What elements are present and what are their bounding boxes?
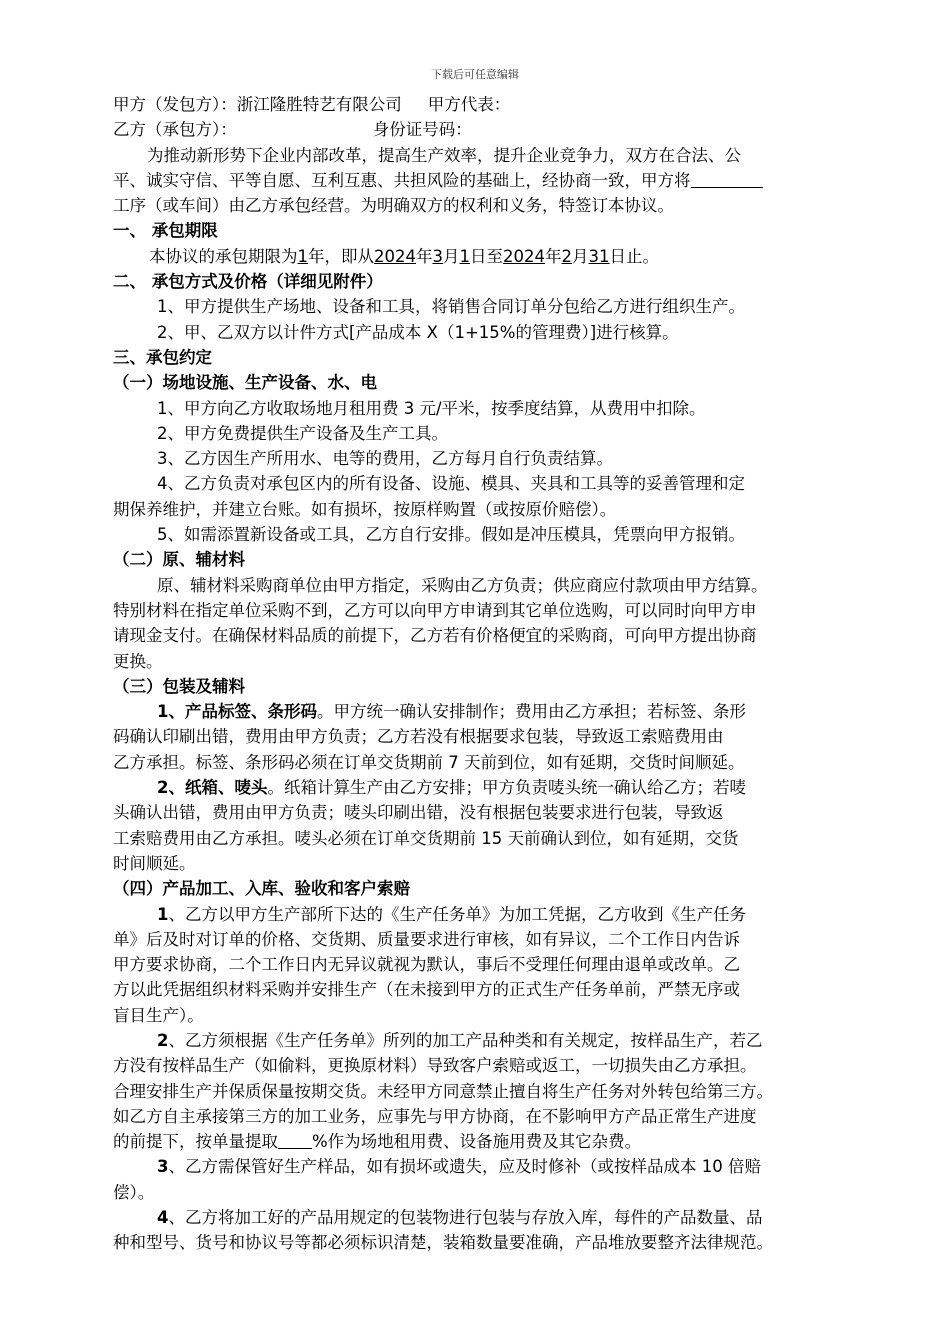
paragraph-line: 方以此凭据组织材料采购并安排生产（在未接到甲方的正式生产任务单前，严禁无序或 <box>113 980 740 1000</box>
party-a-name: 浙江隆胜特艺有限公司 <box>236 95 402 114</box>
blank-underline <box>278 1132 312 1149</box>
paragraph-line: 码确认印刷出错，费用由甲方负责；乙方若没有根据要求包装，导致返工索赔费用由 <box>113 727 724 747</box>
paragraph-line: 如乙方自主承接第三方的加工业务，应事先与甲方协商，在不影响甲方产品正常生产进度 <box>113 1106 757 1126</box>
end-day: 31 <box>588 246 610 266</box>
years-value: 1 <box>297 246 308 266</box>
clause-item: 2、甲、乙双方以计件方式[产品成本 X（1+15%的管理费）]进行核算。 <box>157 322 679 342</box>
paragraph-line: 请现金支付。在确保材料品质的前提下，乙方若有价格便宜的采购商，可向甲方提出协商 <box>113 626 757 646</box>
clause-item: 2、纸箱、唛头。纸箱计算生产由乙方安排；甲方负责唛头统一确认给乙方；若唛 <box>157 778 746 798</box>
paragraph-line: 头确认出错，费用由甲方负责；唛头印刷出错，没有根据包装要求进行包装，导致返 <box>113 803 724 823</box>
end-month: 2 <box>561 246 572 266</box>
paragraph-line: 特别材料在指定单位采购不到，乙方可以向甲方申请到其它单位选购，可以同时向甲方申 <box>113 600 757 620</box>
paragraph-line: 原、辅材料采购商单位由甲方指定，采购由乙方负责；供应商应付款项由甲方结算。 <box>157 575 768 595</box>
clause-item: 1、甲方提供生产场地、设备和工具，将销售合同订单分包给乙方进行组织生产。 <box>157 297 745 317</box>
party-b-label: 乙方（承包方）： <box>113 120 237 140</box>
intro-line: 为推动新形势下企业内部改革，提高生产效率，提升企业竞争力，双方在合法、公 <box>147 145 741 165</box>
clause-item: 1、产品标签、条形码。甲方统一确认安排制作；费用由乙方承担；若标签、条形 <box>157 702 746 722</box>
clause-item: 1、乙方以甲方生产部所下达的《生产任务单》为加工凭据，乙方收到《生产任务 <box>157 904 746 924</box>
paragraph-line: 种和型号、货号和协议号等都必须标识清楚，装箱数量要准确，产品堆放要整齐法律规范。 <box>113 1233 773 1253</box>
clause-item: 4、乙方将加工好的产品用规定的包装物进行包装与存放入库，每件的产品数量、品 <box>157 1208 763 1228</box>
paragraph-line: 合理安排生产并保质保量按期交货。未经甲方同意禁止擅自将生产任务对外转包给第三方。 <box>113 1081 773 1101</box>
paragraph-line: 方没有按样品生产（如偷料，更换原材料）导致客户索赔或返工，一切损失由乙方承担。 <box>113 1056 757 1076</box>
intro-line: 平、诚实守信、平等自愿、互利互惠、共担风险的基础上，经协商一致，甲方将 <box>113 168 873 193</box>
subsection-title: （四）产品加工、入库、验收和客户索赔 <box>113 879 410 899</box>
clause-item: 2、乙方须根据《生产任务单》所列的加工产品种类和有关规定，按样品生产，若乙 <box>157 1030 763 1050</box>
clause-item: 4、乙方负责对承包区内的所有设备、设施、模具、夹具和工具等的妥善管理和定 <box>157 474 745 494</box>
subsection-title: （二）原、辅材料 <box>113 550 245 570</box>
start-day: 1 <box>459 246 470 266</box>
clause-item: 5、如需添置新设备或工具，乙方自行安排。假如是冲压模具，凭票向甲方报销。 <box>157 525 745 545</box>
subsection-title: （一）场地设施、生产设备、水、电 <box>113 373 377 393</box>
party-a-label: 甲方（发包方）： <box>113 95 237 114</box>
party-b-id-label: 身份证号码： <box>372 120 472 140</box>
blank-underline <box>691 171 763 188</box>
clause-item: 3、乙方因生产所用水、电等的费用，乙方每月自行负责结算。 <box>157 449 613 469</box>
paragraph-line: 更换。 <box>113 651 163 671</box>
clause-item: 3、乙方需保管好生产样品，如有损坏或遗失，应及时修补（或按样品成本 10 倍赔 <box>157 1157 761 1177</box>
term-line: 本协议的承包期限为1年，即从2024年3月1日至2024年2月31日止。 <box>149 246 659 266</box>
header-note: 下载后可任意编辑 <box>431 68 519 81</box>
party-b-line <box>113 117 873 142</box>
subsection-title: （三）包装及辅料 <box>113 676 245 696</box>
paragraph-line: 偿）。 <box>113 1182 155 1202</box>
paragraph-line: 单》后及时对订单的价格、交货期、质量要求进行审核，如有异议，二个工作日内告诉 <box>113 929 740 949</box>
clause-item: 1、甲方向乙方收取场地月租用费 3 元/平米，按季度结算，从费用中扣除。 <box>157 398 706 418</box>
start-year: 2024 <box>374 246 416 266</box>
section-title: 三、承包约定 <box>113 347 212 367</box>
paragraph-line: 时间顺延。 <box>113 853 196 873</box>
item-label: 1、产品标签、条形码 <box>157 702 317 722</box>
party-a-line <box>113 92 873 117</box>
paragraph-line: 盲目生产）。 <box>113 1005 204 1025</box>
start-month: 3 <box>432 246 443 266</box>
party-a-rep-label: 甲方代表： <box>427 95 511 114</box>
section-title: 一、 承包期限 <box>113 221 218 241</box>
clause-item: 2、甲方免费提供生产设备及生产工具。 <box>157 423 448 443</box>
paragraph-line: 乙方承担。标签、条形码必须在订单交货期前 7 天前到位，如有延期，交货时间顺延。 <box>113 752 745 772</box>
contract-document <box>113 92 873 1256</box>
item-label: 2、纸箱、唛头 <box>157 778 268 798</box>
clause-item: 期保养维护，并建立台账。如有损坏，按原样购置（或按原价赔偿）。 <box>113 499 617 519</box>
intro-line: 工序（或车间）由乙方承包经营。为明确双方的权利和义务，特签订本协议。 <box>113 196 674 216</box>
paragraph-line: 工索赔费用由乙方承担。唛头必须在订单交货期前 15 天前确认到位，如有延期，交货 <box>113 828 739 848</box>
paragraph-line: 甲方要求协商，二个工作日内无异议就视为默认，事后不受理任何理由退单或改单。乙 <box>113 955 740 975</box>
end-year: 2024 <box>503 246 545 266</box>
paragraph-line: 的前提下，按单量提取 %作为场地租用费、设备施用费及其它杂费。 <box>113 1132 642 1152</box>
section-title: 二、 承包方式及价格（详细见附件） <box>113 272 383 292</box>
